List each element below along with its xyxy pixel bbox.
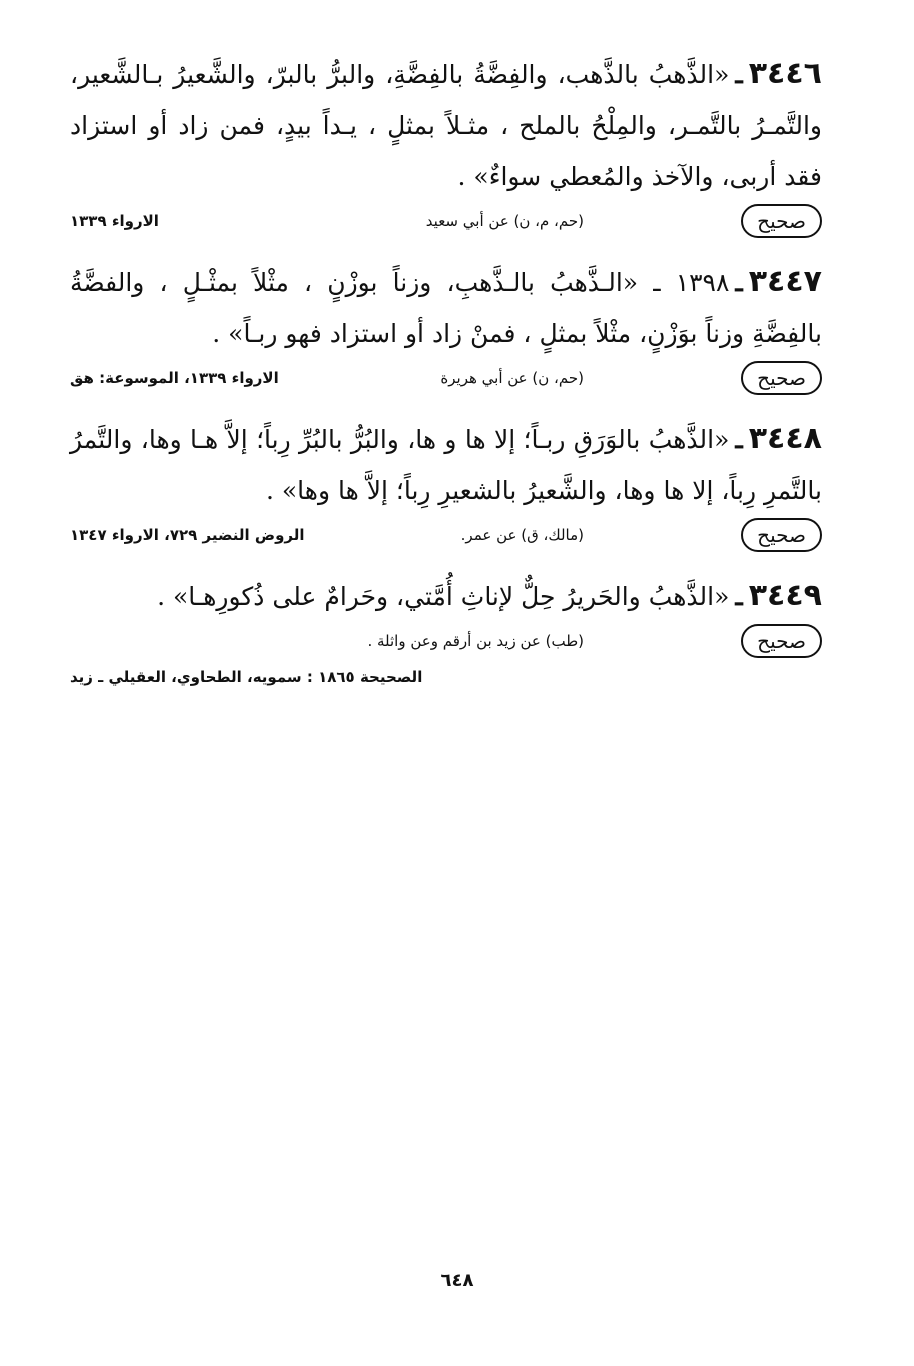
- grade-badge: صحيح: [741, 624, 822, 658]
- separator-dash: ـ: [735, 268, 743, 297]
- hadith-meta: [70, 359, 822, 405]
- separator-dash: ـ: [735, 60, 743, 89]
- hadith-number: ٣٤٤٧: [748, 264, 822, 299]
- hadith-text: [70, 413, 822, 516]
- page-number: ٦٤٨: [440, 1270, 474, 1291]
- hadith-body: «الذَّهبُ بالذَّهب، والفِضَّةُ بالفِضَّةِ، والبرُّ بالبرّ، والشَّعيرُ بـالشَّعير، والتَّمـرُ بالتَّمـر، والمِلْحُ بالملح ، مثـلاً بمثلٍ ، يـداً بيدٍ، فمن زاد أو استزاد فقد أربى، والآخذ والمُعطي سواءٌ» .: [70, 60, 822, 191]
- hadith-text: [70, 570, 822, 622]
- hadith-source: (حم، ن) عن أبي هريرة: [440, 369, 584, 387]
- grade-badge: صحيح: [741, 204, 822, 238]
- hadith-entry: [70, 256, 822, 405]
- hadith-number: ٣٤٤٦: [748, 56, 822, 91]
- separator-dash: ـ: [735, 582, 743, 611]
- hadith-reference: الارواء ١٣٣٩: [70, 212, 159, 230]
- hadith-body: ١٣٩٨ ـ «الـذَّهبُ بالـذَّهبِ، وزناً بوزْنٍ ، مثْلاً بمثْـلٍ ، والفضَّةُ بالفِضَّةِ وزناً بوَزْنٍ، مثْلاً بمثلٍ ، فمنْ زاد أو استزاد فهو ربـاً» .: [70, 268, 822, 348]
- hadith-meta: [70, 516, 822, 562]
- hadith-body: «الذَّهبُ بالوَرَقِ ربـاً؛ إلا ها و ها، والبُرُّ بالبُرِّ رِباً؛ إلاَّ هـا وها، والتَّمرُ بالتَّمرِ رِباً، إلا ها وها، والشَّعيرُ بالشعيرِ رِباً؛ إلاَّ ها وها» .: [70, 425, 822, 505]
- hadith-source: (طب) عن زيد بن أرقم وعن واثلة .: [367, 632, 584, 650]
- hadith-meta: [70, 622, 822, 668]
- separator-dash: ـ: [735, 425, 743, 454]
- hadith-reference: الروض النضير ٧٢٩، الارواء ١٣٤٧: [70, 526, 305, 544]
- grade-badge: صحيح: [741, 361, 822, 395]
- hadith-number: ٣٤٤٨: [748, 421, 822, 456]
- hadith-meta: [70, 202, 822, 248]
- hadith-source: (حم، م، ن) عن أبي سعيد: [425, 212, 584, 230]
- page-body: [70, 48, 822, 694]
- hadith-text: [70, 48, 822, 202]
- hadith-number: ٣٤٤٩: [748, 578, 822, 613]
- hadith-entry: [70, 413, 822, 562]
- hadith-entry: [70, 570, 822, 686]
- hadith-text: [70, 256, 822, 359]
- grade-badge: صحيح: [741, 518, 822, 552]
- hadith-body: «الذَّهبُ والحَريرُ حِلٌّ لإناثِ أُمَّتي، وحَرامٌ على ذُكورِهـا» .: [157, 582, 730, 611]
- hadith-reference: الارواء ١٣٣٩، الموسوعة: هق: [70, 369, 279, 387]
- hadith-source: (مالك، ق) عن عمر.: [460, 526, 584, 544]
- hadith-entry: [70, 48, 822, 248]
- hadith-note: الصحيحة ١٨٦٥ : سمويه، الطحاوي، العقيلي ـ زيد: [70, 668, 423, 686]
